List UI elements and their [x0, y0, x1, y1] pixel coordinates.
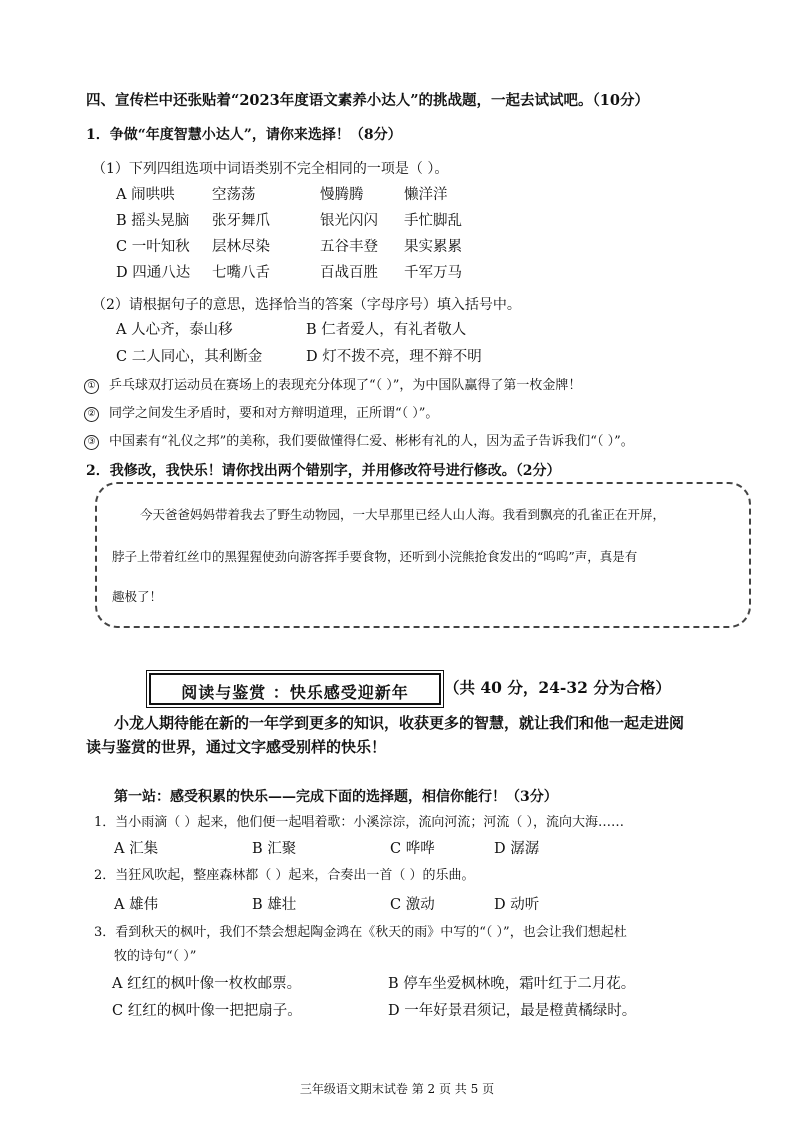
option-text: C 红红的枫叶像一把把扇子。: [112, 1003, 302, 1019]
option-text: 果实累累: [404, 239, 462, 255]
option-text: B 雄壮: [252, 897, 297, 913]
option-text: A 闹哄哄: [116, 187, 175, 203]
item-text: 乒乓球双打运动员在赛场上的表现充分体现了“（ ）”，为中国队赢得了第一枚金牌！: [109, 378, 582, 393]
question-title: 2．我修改，我快乐！请你找出两个错别字，并用修改符号进行修改。（2分）: [86, 463, 561, 479]
item-number: ②: [84, 407, 99, 422]
passage-line: 脖子上带着红丝巾的黑猩猩使劲向游客挥手要食物，还听到小浣熊抢食发出的“呜呜”声，真是有: [112, 549, 638, 564]
option-text: 百战百胜: [320, 265, 378, 281]
option-text: 银光闪闪: [320, 213, 378, 229]
banner-title: 阅读与鉴赏 ：快乐感受迎新年: [181, 683, 409, 702]
question-stem: （2）请根据句子的意思，选择恰当的答案（字母序号）填入括号中。: [92, 297, 521, 313]
option-text: C 哗哗: [390, 841, 435, 857]
choice-text: A 人心齐，泰山移: [116, 322, 233, 338]
option-text: 张牙舞爪: [212, 213, 270, 229]
page-footer: 三年级语文期末试卷 第 2 页 共 5 页: [299, 1082, 495, 1096]
option-text: 千军万马: [404, 265, 462, 281]
option-text: 懒洋洋: [404, 187, 448, 203]
option-text: 空荡荡: [212, 187, 256, 203]
question-stem: 1．当小雨滴（ ）起来，他们便一起唱着歌：小溪淙淙，流向河流；河流（ ），流向大海……: [94, 815, 625, 830]
question-stem: （1）下列四组选项中词语类别不完全相同的一项是（ ）。: [92, 161, 449, 177]
option-text: A 红红的枫叶像一枚枚邮票。: [112, 976, 302, 992]
option-text: D 动听: [494, 897, 540, 913]
option-text: B 摇头晃脑: [116, 213, 190, 229]
choice-text: C 二人同心，其利断金: [116, 349, 263, 365]
fill-item: [84, 433, 634, 451]
item-text: 同学之间发生矛盾时，要和对方辩明道理，正所谓“（ ）”。: [109, 406, 439, 421]
option-text: C 一叶知秋: [116, 239, 190, 255]
fill-item: [84, 377, 581, 395]
option-text: D 潺潺: [494, 841, 540, 857]
option-text: 慢腾腾: [320, 187, 364, 203]
option-text: D 四通八达: [116, 265, 191, 281]
option-text: B 汇聚: [252, 841, 297, 857]
intro-line: 读与鉴赏的世界，通过文字感受别样的快乐！: [86, 738, 387, 756]
choice-text: D 灯不拨不亮，理不辩不明: [306, 349, 482, 365]
fill-item: [84, 405, 438, 423]
intro-line: 小龙人期待能在新的一年学到更多的知识，收获更多的智慧，就让我们和他一起走进阅: [114, 714, 685, 732]
choice-text: B 仁者爱人，有礼者敬人: [306, 322, 467, 338]
option-text: C 激动: [390, 897, 435, 913]
section-banner: [149, 673, 441, 705]
item-text: 中国素有“礼仪之邦”的美称，我们要做懂得仁爱、彬彬有礼的人，因为孟子告诉我们“（ ）”。: [109, 434, 634, 449]
passage-line: 趣极了！: [112, 589, 163, 604]
section-title: 四、宣传栏中还张贴着“2023年度语文素养小达人”的挑战题，一起去试试吧。（10分）: [86, 92, 649, 109]
option-text: 手忙脚乱: [404, 213, 462, 229]
option-text: A 雄伟: [114, 897, 159, 913]
passage-line: 今天爸爸妈妈带着我去了野生动物园，一大早那里已经人山人海。我看到飘亮的孔雀正在开屏，: [140, 507, 666, 522]
option-text: 五谷丰登: [320, 239, 378, 255]
question-stem: 3．看到秋天的枫叶，我们不禁会想起陶金鸿在《秋天的雨》中写的“（ ）”，也会让我们想起杜: [94, 925, 627, 940]
item-number: ③: [84, 435, 99, 450]
option-text: D 一年好景君须记，最是橙黄橘绿时。: [388, 1003, 637, 1019]
section-score: （共 40 分，24-32 分为合格）: [444, 678, 671, 697]
option-text: 七嘴八舌: [212, 265, 270, 281]
option-text: A 汇集: [114, 841, 159, 857]
question-stem: 2．当狂风吹起，整座森林都（ ）起来，合奏出一首（ ）的乐曲。: [94, 868, 475, 883]
option-text: 层林尽染: [212, 239, 270, 255]
question-title: 1．争做“年度智慧小达人”，请你来选择！（8分）: [86, 127, 402, 143]
stage-title: 第一站：感受积累的快乐——完成下面的选择题，相信你能行！（3分）: [114, 789, 558, 805]
option-text: B 停车坐爱枫林晚，霜叶红于二月花。: [388, 976, 636, 992]
question-stem-continued: 牧的诗句“（ ）”: [114, 949, 197, 964]
item-number: ①: [84, 379, 99, 394]
